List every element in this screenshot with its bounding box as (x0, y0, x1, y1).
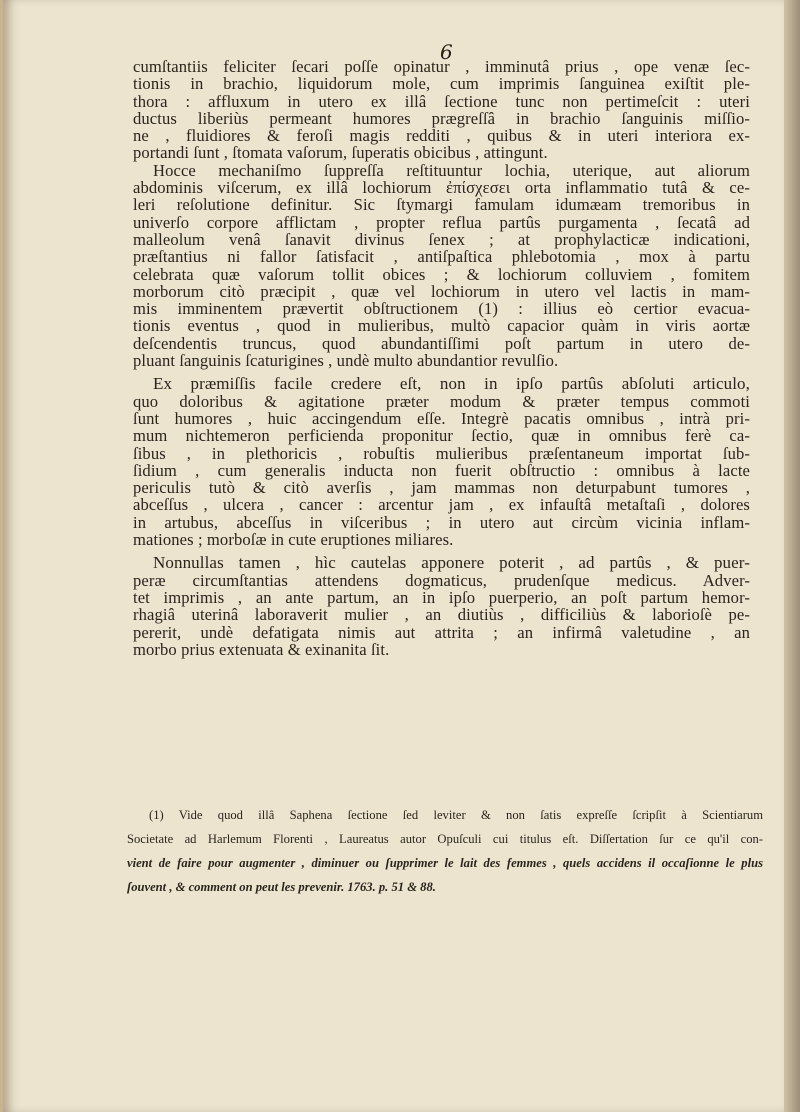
text-line: portandi ſunt , ſtomata vaſorum, ſuperatis obicibus , attingunt. (133, 143, 548, 163)
text-line: thora : affluxum in utero ex illâ ſectione tunc non pertimeſcit : uteri (133, 91, 750, 111)
text-line: leri reſolutione definitur. Sic ſtymargi famulam idumæam tremoribus in (133, 195, 750, 215)
text-line: Ex præmiſſis facile credere eſt, non in ipſo partûs abſoluti articulo, (153, 374, 750, 394)
footnote-line: ſouvent , & comment on peut les prevenir. 1763. p. 51 & 88. (127, 880, 436, 894)
text-line: pluant ſanguinis ſcaturigines , undè multo abundantior revulſio. (133, 351, 559, 371)
text-line: malleolum venâ ſanavit divinus ſenex ; at prophylacticæ indicationi, (133, 229, 750, 249)
text-line: cumſtantiis feliciter ſecari poſſe opinatur , imminutâ prius , ope venæ ſec- (133, 57, 750, 76)
text-line: præſtantius ni fallor ſatisfacit , antiſpaſtica phlebotomia , mox à partu (133, 247, 750, 267)
footnote-line: (1) Vide quod illâ Saphena ſectione ſed leviter & non ſatis expreſſe ſcripſit à Scientiarum (149, 808, 763, 822)
text-line: Hocce mechaniſmo ſuppreſſa reſtituuntur lochia, uterique, aut aliorum (153, 160, 750, 180)
page-edge (784, 0, 800, 1112)
text-line: univerſo corpore afflictam , propter reflua partûs purgamenta , ſecatâ ad (133, 212, 750, 232)
text-line: mationes ; morboſæ in cute eruptiones miliares. (133, 530, 454, 550)
main-text (133, 58, 750, 658)
text-line: tionis eventus , quod in mulieribus, multò capacior quàm in viris aortæ (133, 316, 750, 336)
text-line: ne , fluidiores & feroſi magis redditi , quibus & in uteri interiora ex- (133, 126, 750, 146)
text-line: in artubus, abceſſus in viſceribus ; in utero aut circùm vicinia inflam- (133, 512, 750, 532)
page-number: 6 (440, 40, 453, 64)
text-line: quo doloribus & agitatione præter modum & præter tempus commoti (133, 391, 750, 411)
text-line: abdominis viſcerum, ex illâ lochiorum ἐπίσχεσει orta inflammatio tutâ & ce- (133, 178, 750, 198)
text-line: ductus liberiùs permeant humores prægreſſâ in brachio ſanguinis miſſio- (133, 108, 750, 128)
text-line: Nonnullas tamen , hìc cautelas apponere poterit , ad partûs , & puer- (153, 553, 750, 573)
text-line: deſcendentis truncus, quod abundantiſſimi poſt partum in utero de- (133, 333, 750, 353)
text-line: abceſſus , ulcera , cancer : arcentur jam , ex infauſtâ metaſtaſi , dolores (133, 495, 750, 515)
text-line: mum nichtemeron perficienda proponitur ſectio, quæ in omnibus ferè ca- (133, 426, 750, 446)
text-line: morborum citò præcipit , quæ vel lochiorum in utero vel lactis in mam- (133, 281, 750, 301)
footnote-line: Societate ad Harlemum Florenti , Laureatus autor Opuſculi cui titulus eſt. Diſſertation ſur ce qu'il con- (127, 832, 763, 846)
text-line: ſibus , in plethoricis , robuſtis mulieribus præſentaneum importat ſub- (133, 443, 750, 463)
footnote-line: vient de faire pour augmenter , diminuer ou ſupprimer le lait des femmes , quels accidens il occaſionne le plus (127, 856, 763, 870)
text-line: pererit, undè defatigata nimis aut attrita ; an infirmâ valetudine , an (133, 622, 750, 642)
text-line: peræ circumſtantias attendens dogmaticus, prudenſque medicus. Adver- (133, 570, 750, 590)
footnote (127, 803, 763, 899)
text-line: rhagiâ uterinâ laboraverit mulier , an diutiùs , difficiliùs & laborioſè pe- (133, 605, 750, 625)
text-line: morbo prius extenuata & exinanita ſit. (133, 639, 390, 659)
text-line: ſidium , cum generalis inducta non fuerit obſtructio : omnibus à lacte (133, 460, 750, 480)
text-line: mis imminentem prævertit obſtructionem (1) : illius eò certior evacua- (133, 299, 750, 319)
text-line: ſunt humores , huic accingendum eſſe. Integrè pacatis omnibus , intrà pri- (133, 408, 750, 428)
text-line: tionis in brachio, liquidorum mole, cum imprimis ſanguinea exiſtit ple- (133, 74, 750, 94)
text-line: tet imprimis , an ante partum, an in ipſo puerperio, an poſt partum hemor- (133, 587, 750, 607)
text-line: celebrata quæ vaſorum tollit obices ; & lochiorum colluviem , fomitem (133, 264, 750, 284)
text-line: periculis tutò & citò averſis , jam mammas non deturpabunt tumores , (133, 478, 750, 498)
